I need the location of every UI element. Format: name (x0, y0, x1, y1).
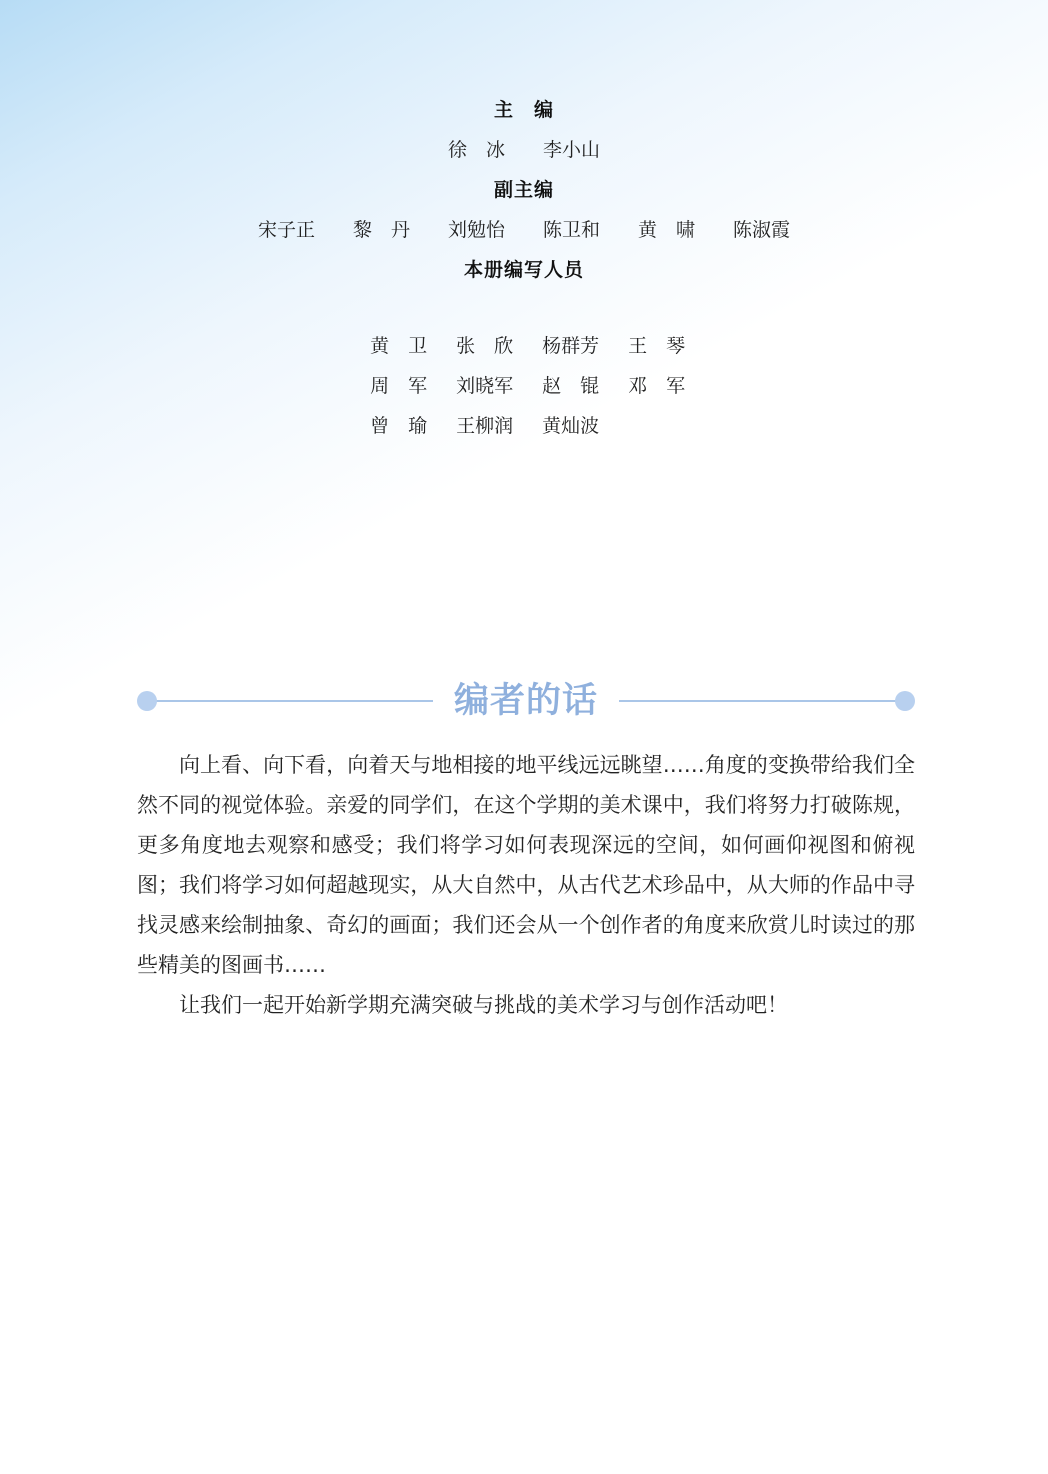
writers-grid (334, 292, 714, 437)
writer-name: 赵 锟 (542, 375, 600, 397)
foreword-header (137, 676, 915, 726)
divider-line-right (619, 700, 905, 702)
writer-name: 王 琴 (628, 335, 686, 357)
writers-row (334, 292, 714, 357)
foreword-paragraph: 让我们一起开始新学期充满突破与挑战的美术学习与创作活动吧！ (179, 993, 788, 1017)
foreword-title: 编者的话 (453, 681, 598, 721)
chief-editor-names: 徐 冰 李小山 (447, 139, 600, 161)
divider-dot-right (895, 691, 915, 711)
foreword-body (137, 745, 915, 1025)
foreword-paragraph: 向上看、向下看，向着天与地相接的地平线远远眺望……角度的变换带给我们全然不同的视觉体验。亲爱的同学们，在这个学期的美术课中，我们将努力打破陈规，更多角度地去观察和感受；我们将学习如何表现深远的空间，如何画仰视图和俯视图；我们将学习如何超越现实，从大自然中，从古代艺术珍品中，从大师的作品中寻找灵感来绘制抽象、奇幻的画面；我们还会从一个创作者的角度来欣赏儿时读过的那些精美的图画书…… (137, 753, 915, 977)
divider-dot-left (137, 691, 157, 711)
deputy-editor-title: 副主编 (493, 179, 554, 201)
writer-name: 王柳润 (456, 415, 514, 437)
writer-name: 张 欣 (456, 335, 514, 357)
writer-name: 黄 卫 (370, 335, 428, 357)
chief-editor-title: 主 编 (493, 99, 554, 121)
deputy-editor-names: 宋子正 黎 丹 刘勉怡 陈卫和 黄 啸 陈淑霞 (257, 219, 790, 241)
writer-name: 曾 瑜 (370, 415, 428, 437)
writer-name: 周 军 (370, 375, 428, 397)
divider-line-left (147, 700, 433, 702)
writer-name: 黄灿波 (542, 415, 600, 437)
writer-name: 刘晓军 (456, 375, 514, 397)
writers-title: 本册编写人员 (463, 259, 584, 281)
writer-name: 杨群芳 (542, 335, 600, 357)
credits-block (0, 92, 1048, 472)
writer-name: 邓 军 (628, 375, 686, 397)
